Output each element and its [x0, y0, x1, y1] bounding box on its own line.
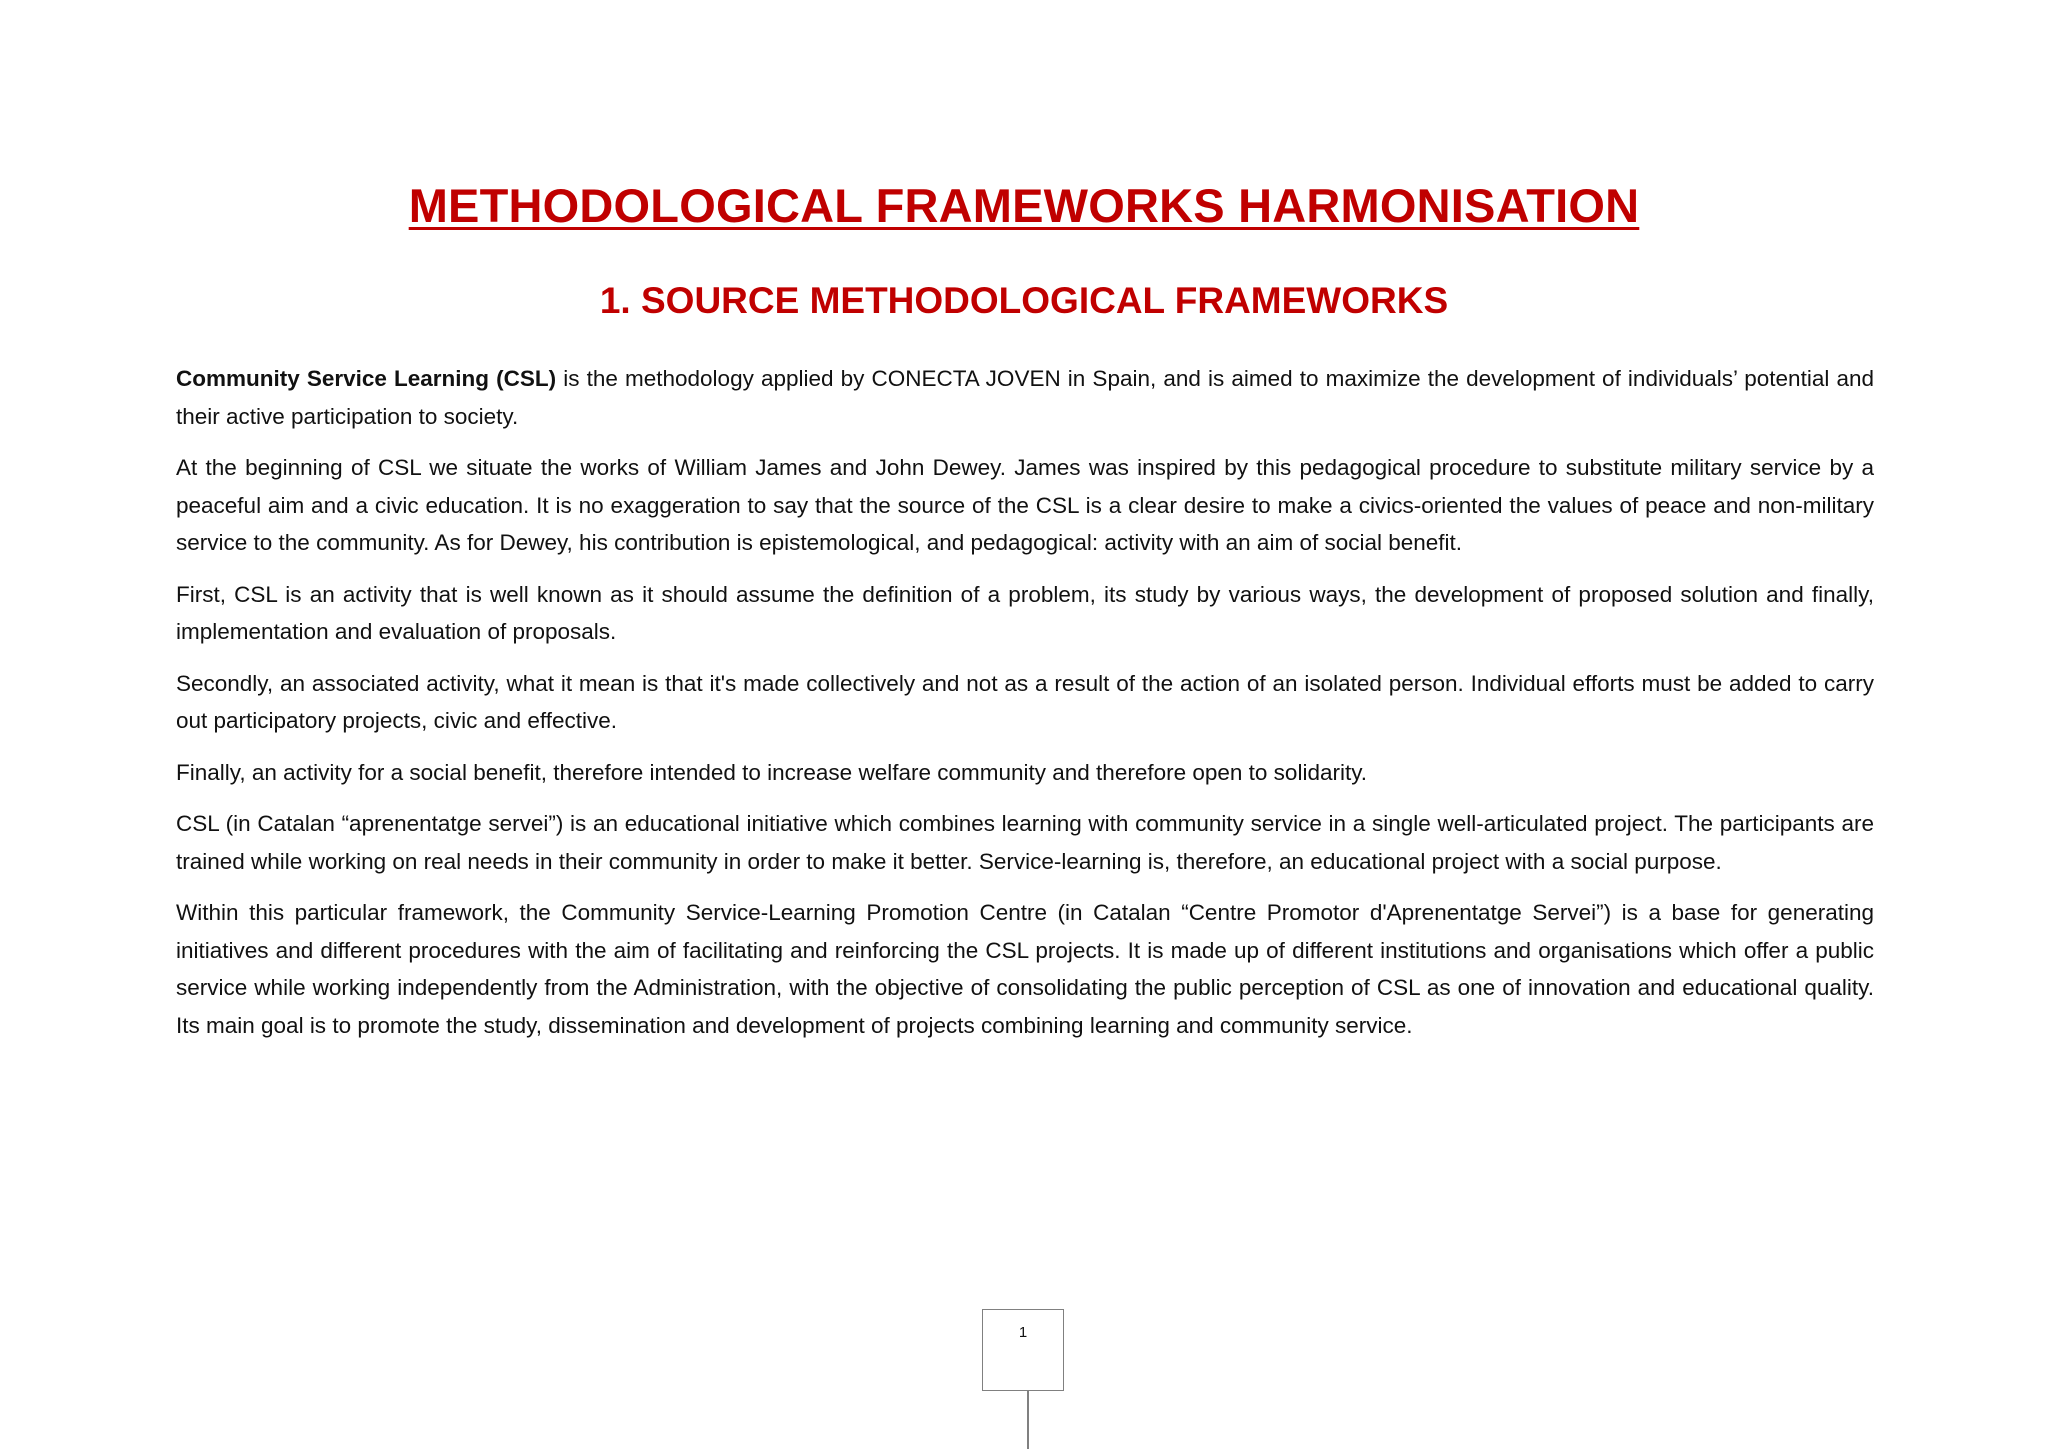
page-number-connector-line	[1027, 1391, 1029, 1449]
page-number-box	[982, 1309, 1064, 1391]
paragraph-6: CSL (in Catalan “aprenentatge servei”) is an educational initiative which combines learning with community service in a single well-articulated project. The participants are trained while working on real needs in their community in order to make it better. Service-learning is, therefore, an educational project with a social purpose.	[176, 811, 1874, 874]
paragraph-2: At the beginning of CSL we situate the works of William James and John Dewey. James was inspired by this pedagogical procedure to substitute military service by a peaceful aim and a civic education. It is no exaggeration to say that the source of the CSL is a clear desire to make a civics-oriented the values of peace and non-military service to the community. As for Dewey, his contribution is epistemological, and pedagogical: activity with an aim of social benefit.	[176, 455, 1874, 555]
paragraph-1-text: is the methodology applied by CONECTA JOVEN in Spain, and is aimed to maximize the development of individuals’ potential and their active participation to society.	[176, 366, 1874, 429]
paragraph-7: Within this particular framework, the Community Service-Learning Promotion Centre (in Catalan “Centre Promotor d'Aprenentatge Servei”) is a base for generating initiatives and different procedures with the aim of facilitating and reinforcing the CSL projects. It is made up of different institutions and organisations which offer a public service while working independently from the Administration, with the objective of consolidating the public perception of CSL as one of innovation and educational quality. Its main goal is to promote the study, dissemination and development of projects combining learning and community service.	[176, 900, 1874, 1038]
paragraph-1	[176, 360, 1874, 435]
paragraph-3: First, CSL is an activity that is well known as it should assume the definition of a problem, its study by various ways, the development of proposed solution and finally, implementation and evaluation of proposals.	[176, 581, 1874, 644]
section-heading: 1. SOURCE METHODOLOGICAL FRAMEWORKS	[599, 280, 1449, 321]
body-text	[176, 360, 1874, 1058]
page-number: 1	[1018, 1324, 1028, 1341]
document-title: METHODOLOGICAL FRAMEWORKS HARMONISATION	[408, 179, 1640, 232]
paragraph-4: Secondly, an associated activity, what it mean is that it's made collectively and not as a result of the action of an isolated person. Individual efforts must be added to carry out participatory projects, civic and effective.	[176, 670, 1874, 733]
paragraph-1-lead: Community Service Learning (CSL)	[176, 366, 557, 391]
paragraph-5: Finally, an activity for a social benefit, therefore intended to increase welfare community and therefore open to solidarity.	[176, 759, 1368, 785]
